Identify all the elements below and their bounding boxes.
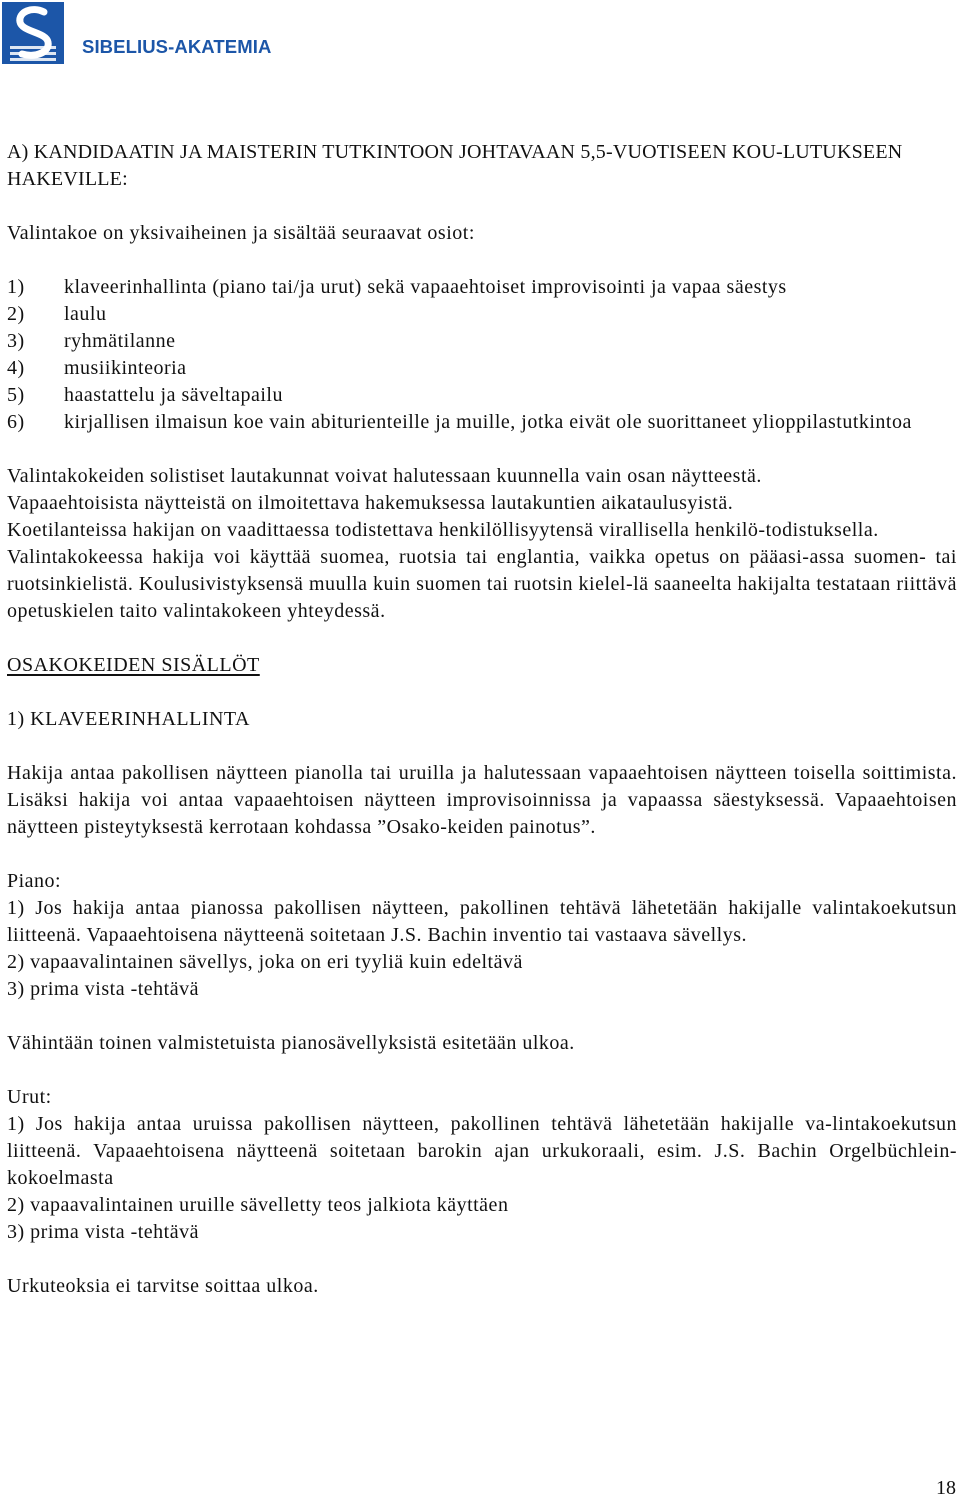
list-item-number: 5): [7, 384, 25, 406]
list-item-number: 1): [7, 276, 25, 298]
urut-item-3: 3) prima vista -tehtävä: [7, 1221, 199, 1243]
piano-item-3: 3) prima vista -tehtävä: [7, 978, 199, 1000]
sibelius-akatemia-logo: [2, 2, 292, 64]
list-item-number: 3): [7, 330, 25, 352]
klaveerinhallinta-subtitle: 1) KLAVEERINHALLINTA: [7, 708, 250, 730]
list-item-number: 6): [7, 411, 25, 433]
list-item: [7, 301, 957, 328]
list-item-text: musiikinteoria: [64, 357, 187, 379]
list-item-text: kirjallisen ilmaisun koe vain abiturienteille ja muille, jotka eivät ole suorittaneet ylioppilastutkintoa: [64, 411, 912, 433]
piano-note: Vähintään toinen valmistetuista pianosävellyksistä esitetään ulkoa.: [7, 1032, 575, 1054]
list-item-number: 4): [7, 357, 25, 379]
osakokeet-title: OSAKOKEIDEN SISÄLLÖT: [7, 654, 260, 676]
list-item-text: haastattelu ja säveltapailu: [64, 384, 283, 406]
piano-item-1: 1) Jos hakija antaa pianossa pakollisen näytteen, pakollinen tehtävä lähetetään hakijalle valintakoekutsun liitteenä. Vapaaehtoisena näytteenä soitetaan J.S. Bachin inventio tai vastaava sävellys.: [7, 897, 957, 946]
logo-wordmark: SIBELIUS-AKATEMIA: [82, 36, 272, 57]
list-item: [7, 274, 957, 301]
list-item-text: ryhmätilanne: [64, 330, 176, 352]
document-body: [7, 139, 957, 1300]
note-partial-listening: Valintakokeiden solistiset lautakunnat voivat halutessaan kuunnella vain osan näytteestä.: [7, 465, 762, 487]
urut-label: Urut:: [7, 1086, 52, 1108]
note-optional-samples: Vapaaehtoisista näytteistä on ilmoitettava hakemuksessa lautakuntien aikataulusyistä.: [7, 492, 734, 514]
logo-emblem-icon: [2, 2, 64, 64]
note-language: Valintakokeessa hakija voi käyttää suomea, ruotsia tai englantia, vaikka opetus on pääasi-assa suomen- tai ruotsinkielistä. Koulusivistyksensä muulla kuin suomen tai ruotsin kielel-lä saaneelta hakijalta testataan riittävä opetuskielen taito valintakokeen yhteydessä.: [7, 546, 957, 622]
list-item-number: 2): [7, 303, 25, 325]
urut-item-2: 2) vapaavalintainen uruille sävelletty teos jalkiota käyttäen: [7, 1194, 509, 1216]
list-item: [7, 382, 957, 409]
piano-label: Piano:: [7, 870, 62, 892]
list-item: [7, 328, 957, 355]
list-item-text: laulu: [64, 303, 107, 325]
list-item: [7, 409, 957, 436]
list-item: [7, 355, 957, 382]
page-number: 18: [936, 1477, 956, 1499]
note-identification: Koetilanteissa hakijan on vaadittaessa todistettava henkilöllisyytensä virallisella henkilö-todistuksella.: [7, 519, 879, 541]
section-a-heading: A) KANDIDAATIN JA MAISTERIN TUTKINTOON JOHTAVAAN 5,5-VUOTISEEN KOU-LUTUKSEEN HAKEVILLE:: [7, 141, 903, 190]
urut-note: Urkuteoksia ei tarvitse soittaa ulkoa.: [7, 1275, 319, 1297]
exam-parts-list: [7, 274, 957, 436]
urut-item-1: 1) Jos hakija antaa uruissa pakollisen näytteen, pakollinen tehtävä lähetetään hakijalle va-lintakoekutsun liitteenä. Vapaaehtoisena näytteenä soitetaan barokin ajan urkukoraali, esim. J.S. Bachin Orgelbüchlein-kokoelmasta: [7, 1113, 957, 1189]
list-item-text: klaveerinhallinta (piano tai/ja urut) sekä vapaaehtoiset improvisointi ja vapaa säestys: [64, 276, 787, 298]
piano-item-2: 2) vapaavalintainen sävellys, joka on eri tyyliä kuin edeltävä: [7, 951, 523, 973]
section-a-intro: Valintakoe on yksivaiheinen ja sisältää seuraavat osiot:: [7, 222, 475, 244]
klaveerinhallinta-intro: Hakija antaa pakollisen näytteen pianolla tai uruilla ja halutessaan vapaaehtoisen näytteen toisella soittimista. Lisäksi hakija voi antaa vapaaehtoisen näytteen improvisoinnissa ja vapaassa säestyksessä. Vapaaehtoisen näytteen pisteytyksestä kerrotaan kohdassa ”Osako-keiden painotus”.: [7, 762, 957, 838]
